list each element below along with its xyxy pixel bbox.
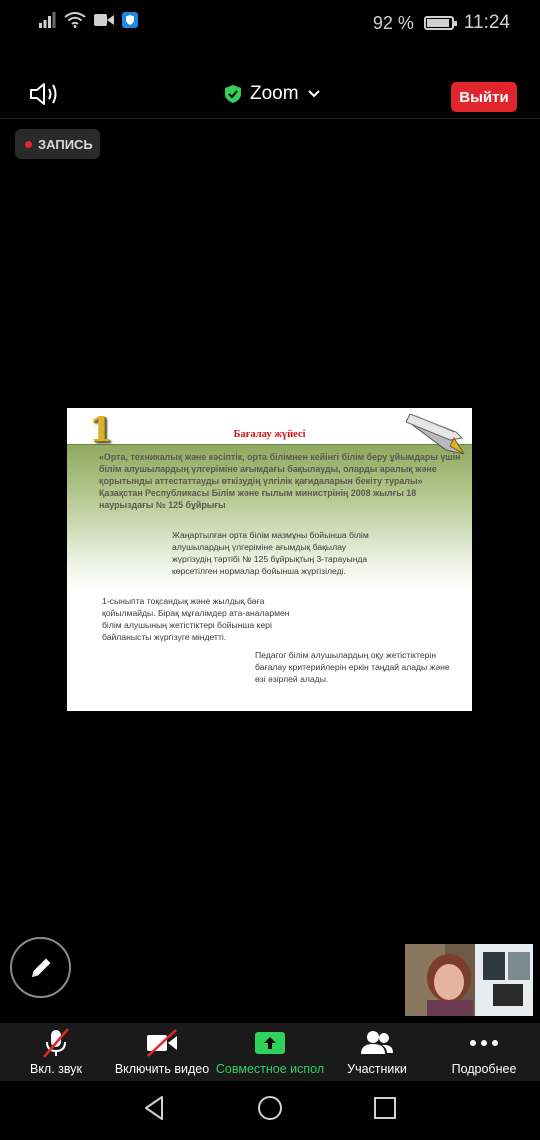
slide-number: 1 (89, 410, 113, 450)
participants-icon (360, 1029, 394, 1057)
shield-app-icon (122, 12, 138, 28)
share-screen-icon (254, 1029, 286, 1057)
participants-label: Участники (347, 1062, 407, 1076)
chevron-down-icon (307, 89, 321, 99)
microphone-muted-icon (40, 1027, 72, 1059)
status-bar (0, 0, 540, 46)
start-video-button[interactable] (112, 1027, 212, 1079)
signal-icon (38, 12, 56, 28)
meeting-top-bar (0, 70, 540, 120)
battery-fill (427, 19, 449, 27)
clock: 11:24 (463, 12, 510, 33)
more-label: Подробнее (451, 1062, 517, 1076)
self-video-thumbnail[interactable] (405, 944, 533, 1016)
share-screen-label: Совместное испол (215, 1062, 325, 1076)
meeting-toolbar (0, 1023, 540, 1081)
video-camera-off-icon (145, 1027, 179, 1059)
unmute-audio-button[interactable] (20, 1027, 92, 1079)
participants-button[interactable] (340, 1027, 414, 1079)
unmute-audio-label: Вкл. звук (29, 1062, 82, 1076)
pencil-icon (28, 955, 54, 981)
speaker-icon (28, 80, 60, 108)
start-video-label: Включить видео (114, 1062, 210, 1076)
speaker-button[interactable] (28, 80, 60, 113)
verified-shield-icon (224, 84, 242, 104)
fountain-pen-icon (406, 410, 468, 454)
slide-text-block-1: Жаңартылған орта білім мазмұны бойынша білім алушылардың үлгеріміне ағымдық бақылау жүргізудің тәртібі № 125 бұйрықтың 3-тарауында көрсетілген нормалар бойынша жүргізіледі. (172, 530, 369, 576)
top-divider (0, 118, 540, 119)
slide-main-text: «Орта, техникалық және кәсіптік, орта білімнен кейінгі білім беру ұйымдары үшін білім алушылардың үлгеріміне ағымдағы бақылауды, оларды аралық және қорытынды аттестаттауды өткізудің үлгілік қағидаларын бекіту туралы» Қазақстан Республикасы Білім және ғылым министрінің 2008 жылғы 18 наурыздағы № 125 бұйрығы (99, 452, 461, 510)
annotate-button[interactable] (10, 937, 71, 998)
more-button[interactable] (446, 1027, 522, 1079)
slide-title: Бағалау жүйесі (233, 429, 306, 440)
recording-dot-icon (25, 141, 32, 148)
participant-video-image (405, 944, 533, 1016)
battery-icon (424, 16, 454, 30)
battery-percent: 92 % (372, 12, 414, 33)
home-icon[interactable] (257, 1095, 283, 1121)
slide-text-block-2: 1-сыныпта тоқсандық және жылдық баға қойылмайды. Бірақ мұғалімдер ата-аналармен білім алушының жетістіктері бойынша кері байланысты жүргізуге міндетті. (102, 596, 290, 642)
status-icons-right (373, 12, 510, 34)
meeting-title-dropdown[interactable] (224, 83, 321, 105)
system-navigation-bar (0, 1081, 540, 1140)
slide-text-block-3: Педагог білім алушылардың оқу жетістіктерін бағалау критерийлерін еркін таңдай алады және өзі әзірлей алады. (255, 650, 450, 684)
video-call-icon (94, 13, 114, 27)
leave-meeting-button[interactable]: Выйти (451, 82, 517, 112)
wifi-icon (64, 12, 86, 28)
share-screen-button[interactable] (216, 1027, 324, 1079)
status-icons-left (38, 12, 138, 28)
more-dots-icon (469, 1038, 499, 1048)
meeting-title: Zoom (250, 83, 299, 104)
recents-icon[interactable] (373, 1096, 397, 1120)
back-icon[interactable] (142, 1095, 166, 1121)
recording-badge[interactable] (15, 129, 100, 159)
recording-label: ЗАПИСЬ (38, 136, 93, 152)
shared-screen-slide (67, 408, 472, 711)
